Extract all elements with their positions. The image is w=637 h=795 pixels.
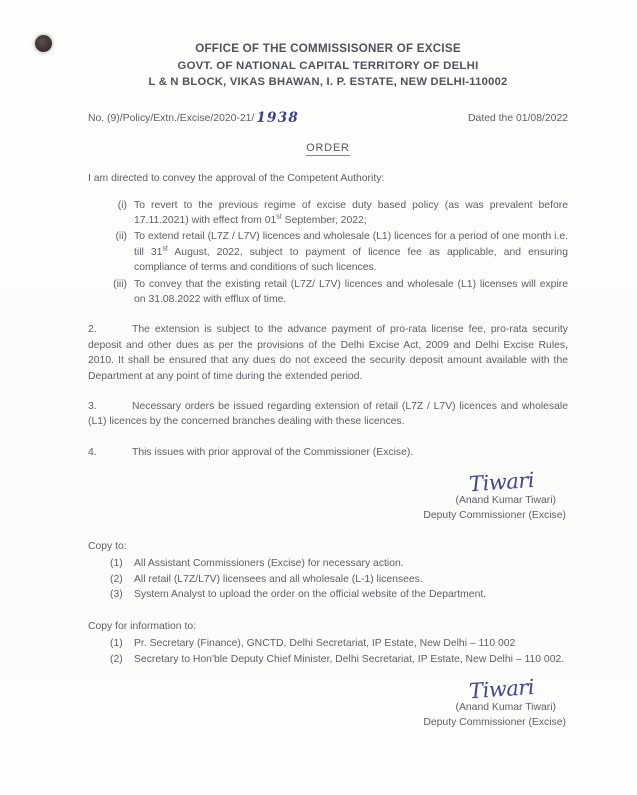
list-item <box>110 652 568 668</box>
list-item-text: Pr. Secretary (Finance), GNCTD, Delhi Secretariat, IP Estate, New Delhi – 110 002 <box>134 637 516 649</box>
signatory-designation: Deputy Commissioner (Excise) <box>423 510 566 522</box>
copy-for-information-list <box>110 636 568 667</box>
clause-list <box>110 198 568 308</box>
letterhead <box>88 41 568 91</box>
clause-marker: (iii) <box>113 278 127 290</box>
signatory-designation: Deputy Commissioner (Excise) <box>423 717 566 729</box>
list-item-text: All retail (L7Z/L7V) licensees and all wholesale (L-1) licensees. <box>134 573 423 585</box>
handwritten-signature: Tiwari <box>468 468 535 497</box>
clause-marker: (ii) <box>115 231 127 243</box>
list-item-marker: (1) <box>110 558 123 570</box>
signature-mark-row <box>88 468 568 497</box>
clause-marker: (i) <box>117 199 127 211</box>
clause-text <box>134 198 568 229</box>
signatory-name: (Anand Kumar Tiwari) <box>455 495 556 507</box>
clause-item <box>110 229 568 275</box>
copy-to-heading: Copy to: <box>88 541 127 553</box>
letterhead-line-3: L & N BLOCK, VIKAS BHAWAN, I. P. ESTATE, NEW DELHI-110002 <box>148 76 508 88</box>
list-item-marker: (2) <box>110 573 123 585</box>
clause-text-tail: August, 2022, subject to payment of licence fee as applicable, and ensuring compliance of terms and conditions of such licences. <box>134 246 568 274</box>
clause-text <box>134 229 568 275</box>
paragraph-number: 4. <box>88 446 97 458</box>
list-item-text: All Assistant Commissioners (Excise) for necessary action. <box>134 558 404 570</box>
document-date: Dated the 01/08/2022 <box>468 112 568 124</box>
handwritten-signature: Tiwari <box>468 675 535 704</box>
reference-row <box>88 110 568 126</box>
paragraph-number: 2. <box>88 324 97 336</box>
list-item <box>110 572 568 588</box>
copy-to-list <box>110 556 568 603</box>
list-item-marker: (2) <box>110 653 123 665</box>
clause-superscript: st <box>276 213 282 221</box>
signature-block-primary <box>88 470 568 523</box>
page-title <box>88 142 568 154</box>
document-content <box>88 0 568 730</box>
clause-text-tail: September, 2022; <box>281 214 367 226</box>
clause-item <box>110 277 568 308</box>
body-paragraph <box>88 322 568 384</box>
intro-paragraph: I am directed to convey the approval of the Competent Authority: <box>88 172 385 184</box>
reference-number <box>88 110 299 126</box>
paragraph-text: This issues with prior approval of the Commissioner (Excise). <box>132 446 414 458</box>
letterhead-line-1: OFFICE OF THE COMMISSISONER OF EXCISE <box>195 42 461 55</box>
body-paragraph <box>88 445 568 460</box>
signatory-name: (Anand Kumar Tiwari) <box>455 702 556 714</box>
clause-item <box>110 198 568 229</box>
signature-block-secondary <box>88 677 568 730</box>
list-item-marker: (3) <box>110 589 123 601</box>
list-item-text: System Analyst to upload the order on the official website of the Department. <box>134 589 487 601</box>
letterhead-line-2: GOVT. OF NATIONAL CAPITAL TERRITORY OF DELHI <box>177 59 479 72</box>
hole-punch-mark <box>35 35 52 52</box>
reference-number-handwritten: 1938 <box>256 109 300 126</box>
clause-text-main: To extend retail (L7Z / L7V) licences and wholesale (L1) licences for a period of one month i.e. till 31 <box>134 231 568 258</box>
reference-number-prefix: No. (9)/Policy/Extn./Excise/2020-21/ <box>88 112 255 124</box>
order-title-text: ORDER <box>306 141 350 154</box>
list-item <box>110 587 568 603</box>
list-item <box>110 556 568 572</box>
clause-text <box>134 277 568 308</box>
list-item-marker: (1) <box>110 637 123 649</box>
clause-text-main: To convey that the existing retail (L7Z/ L7V) licences and wholesale (L1) licenses will expire on 31.08.2022 with efflux of time. <box>134 278 568 305</box>
copy-for-information-heading: Copy for information to: <box>88 620 196 632</box>
clause-superscript: st <box>162 245 168 253</box>
signature-mark-row <box>88 675 568 704</box>
clause-text-main: To revert to the previous regime of excise duty based policy (as was prevalent before 17.11.2021) with effect from 01 <box>134 199 568 226</box>
paragraph-number: 3. <box>88 400 97 412</box>
paragraph-text: Necessary orders be issued regarding extension of retail (L7Z / L7V) licences and wholesale (L1) licences by the concerned branches dealing with these licences. <box>88 400 568 428</box>
list-item-text: Secretary to Hon'ble Deputy Chief Minister, Delhi Secretariat, IP Estate, New Delhi – 110 002. <box>134 653 565 665</box>
list-item <box>110 636 568 652</box>
paragraph-text: The extension is subject to the advance payment of pro-rata license fee, pro-rata security deposit and other dues as per the provisions of the Delhi Excise Act, 2009 and Delhi Excise Rules, 2010. It shall be ensured that any dues do not exceed the security deposit amount available with the Department at any point of time during the extended period. <box>88 324 568 382</box>
body-paragraph <box>88 399 568 430</box>
